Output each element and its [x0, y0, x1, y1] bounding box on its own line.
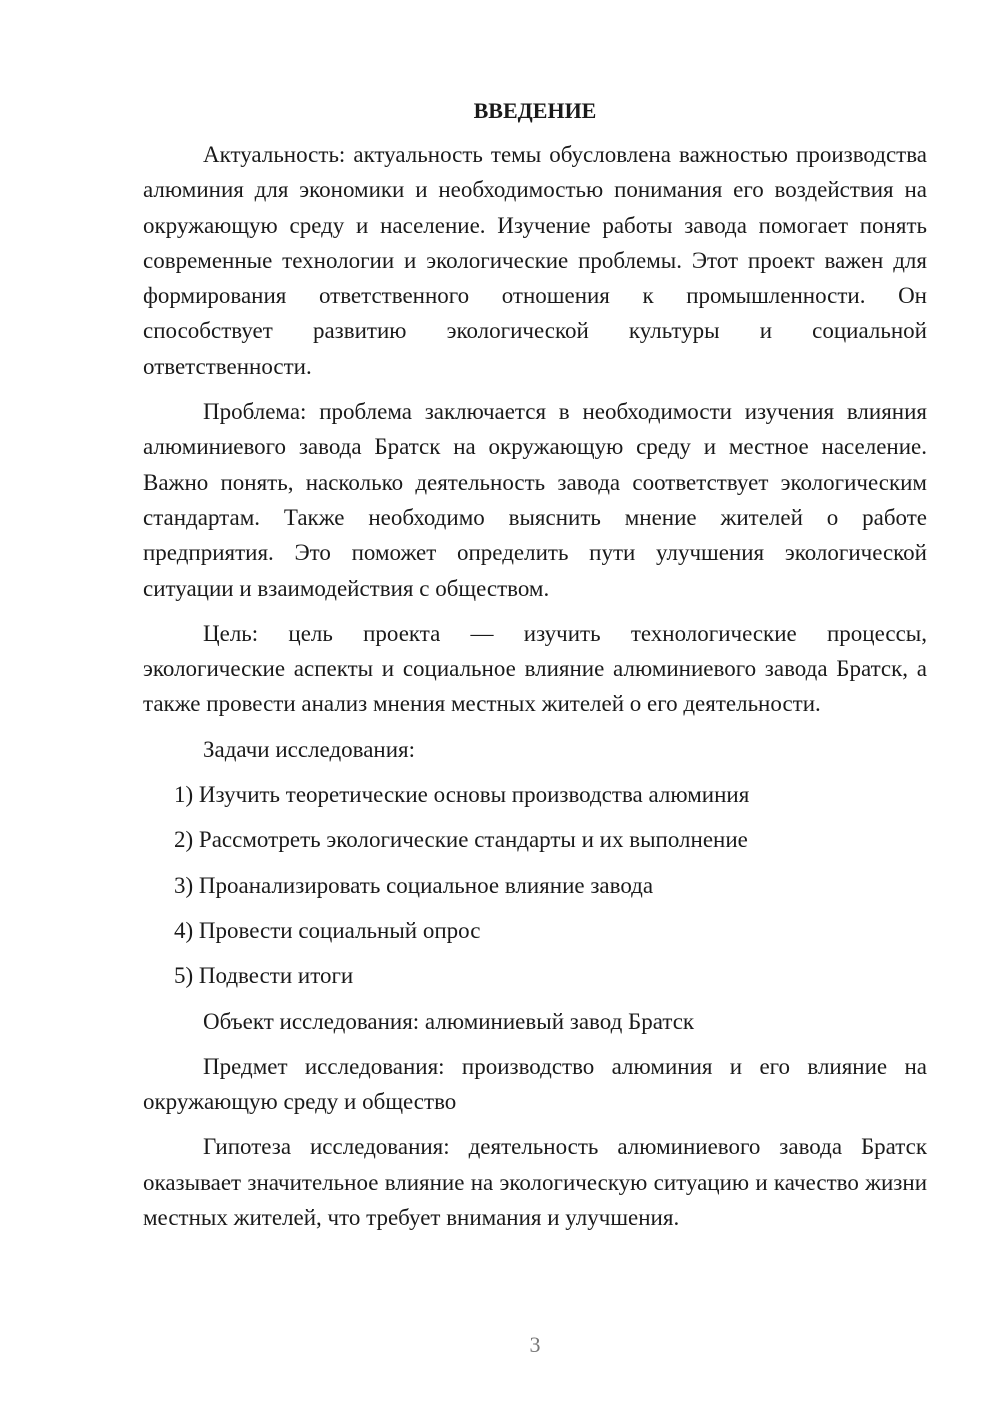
subject-paragraph: Предмет исследования: производство алюминия и его влияние на окружающую среду и общество — [143, 1053, 927, 1115]
task-item: 5) Подвести итоги — [174, 963, 354, 989]
section-title: ВВЕДЕНИЕ — [473, 98, 597, 123]
task-item: 1) Изучить теоретические основы производства алюминия — [174, 782, 750, 808]
task-item: 4) Провести социальный опрос — [174, 917, 481, 943]
task-item: 3) Проанализировать социальное влияние завода — [174, 872, 654, 898]
page-number: 3 — [529, 1332, 541, 1357]
tasks-heading: Задачи исследования: — [203, 736, 416, 762]
object-line: Объект исследования: алюминиевый завод Братск — [203, 1008, 695, 1034]
page-content — [143, 96, 927, 1245]
task-item: 2) Рассмотреть экологические стандарты и их выполнение — [174, 827, 748, 853]
hypothesis-paragraph: Гипотеза исследования: деятельность алюминиевого завода Братск оказывает значительное влияние на экологическую ситуацию и качество жизни местных жителей, что требует внимания и улучшения. — [143, 1134, 927, 1231]
tasks-list — [143, 777, 927, 993]
relevance-paragraph: Актуальность: актуальность темы обусловлена важностью производства алюминия для экономики и необходимостью понимания его воздействия на окружающую среду и население. Изучение работы завода помогает понять современные технологии и экологические проблемы. Этот проект важен для формирования ответственного отношения к промышленности. Он способствует развитию экологической культуры и социальной ответственности. — [143, 142, 927, 379]
goal-paragraph: Цель: цель проекта — изучить технологические процессы, экологические аспекты и социальное влияние алюминиевого завода Братск, а также провести анализ мнения местных жителей о его деятельности. — [143, 620, 927, 717]
problem-paragraph: Проблема: проблема заключается в необходимости изучения влияния алюминиевого завода Братск на окружающую среду и местное население. Важно понять, насколько деятельность завода соответствует экологическим стандартам. Также необходимо выяснить мнение жителей о работе предприятия. Это поможет определить пути улучшения экологической ситуации и взаимодействия с обществом. — [143, 399, 927, 601]
